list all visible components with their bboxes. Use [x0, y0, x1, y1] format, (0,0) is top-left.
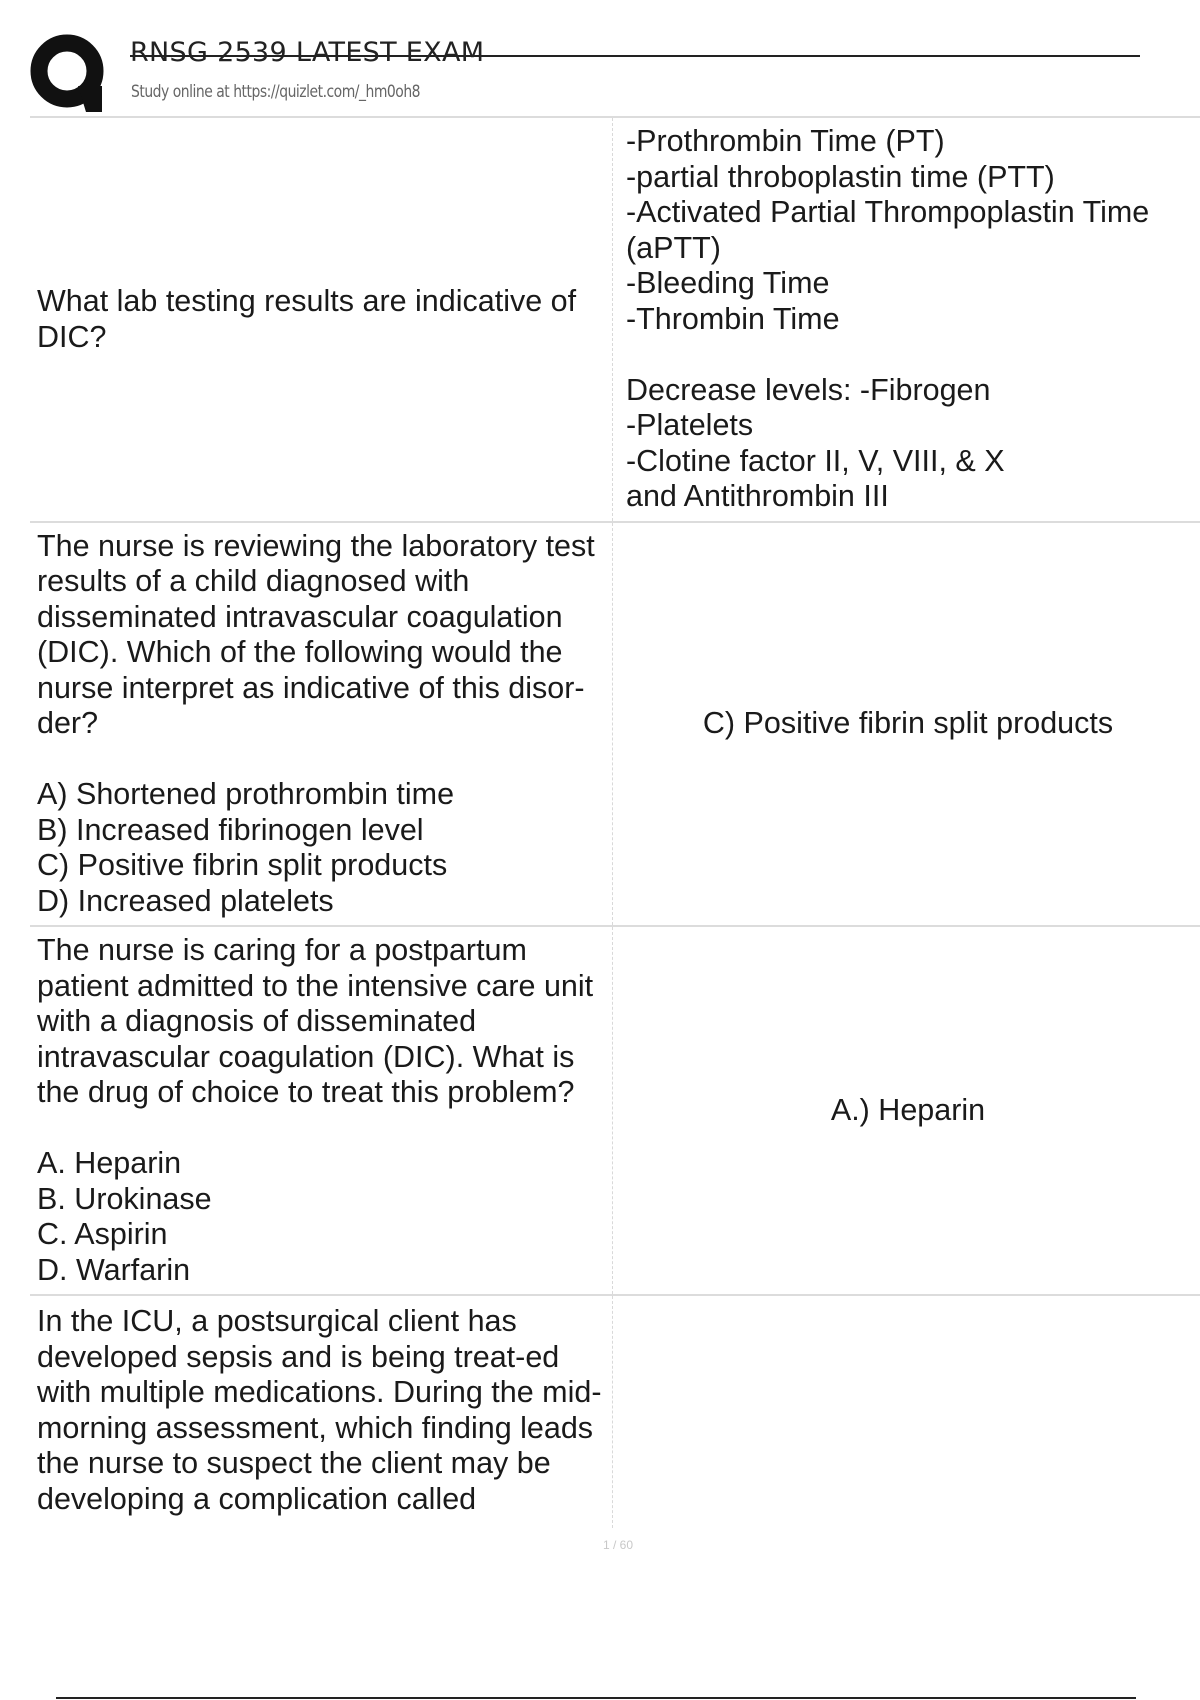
- study-online-link[interactable]: Study online at https://quizlet.com/_hm0oh8: [131, 82, 421, 102]
- card-definition: -Prothrombin Time (PT) -partial throboplastin time (PTT) -Activated Partial Thrompoplastin Time (aPTT) -Bleeding Time -Thrombin Time Decrease levels: -Fibrogen -Platelets -Clotine factor II, V, VIII, & X and Antithrombin III: [626, 124, 1150, 514]
- card-term: The nurse is caring for a postpartum patient admitted to the intensive care unit with a diagnosis of disseminated intravascular coagulation (DIC). What is the drug of choice to treat this problem? A. Heparin B. Urokinase C. Aspirin D. Warfarin: [30, 927, 613, 1294]
- card-term: What lab testing results are indicative of DIC?: [30, 118, 613, 521]
- card-definition: C) Positive fibrin split products: [702, 706, 1114, 741]
- card-term: The nurse is reviewing the laboratory test results of a child diagnosed with disseminated intravascular coagulation (DIC). Which of the following would the nurse interpret as indicative of this disor-​der? A) Shortened prothrombin time B) Increased fibrinogen level C) Positive fibrin split products D) Increased platelets: [30, 523, 613, 925]
- flashcard-list: [30, 116, 1200, 1528]
- document-title: RNSG 2539 LATEST EXAM: [130, 37, 485, 68]
- flashcard-row: [30, 118, 1200, 523]
- flashcard-row: [30, 1296, 1200, 1528]
- footer-rule: [56, 1697, 1136, 1699]
- flashcard-row: [30, 927, 1200, 1296]
- card-definition: [613, 1296, 1200, 1528]
- card-definition: A.) Heparin: [830, 1092, 986, 1127]
- page-number: 1 / 60: [602, 1538, 634, 1552]
- card-term: In the ICU, a postsurgical client has developed sepsis and is being treat-​ed with multiple medications. During the mid-morning assessment, which finding leads the nurse to suspect the client may be developing a complication called: [30, 1296, 613, 1528]
- title-strike-rule: [130, 55, 1140, 57]
- quizlet-q-logo-icon: [30, 34, 112, 116]
- page-header: [30, 30, 1140, 115]
- flashcard-row: [30, 523, 1200, 927]
